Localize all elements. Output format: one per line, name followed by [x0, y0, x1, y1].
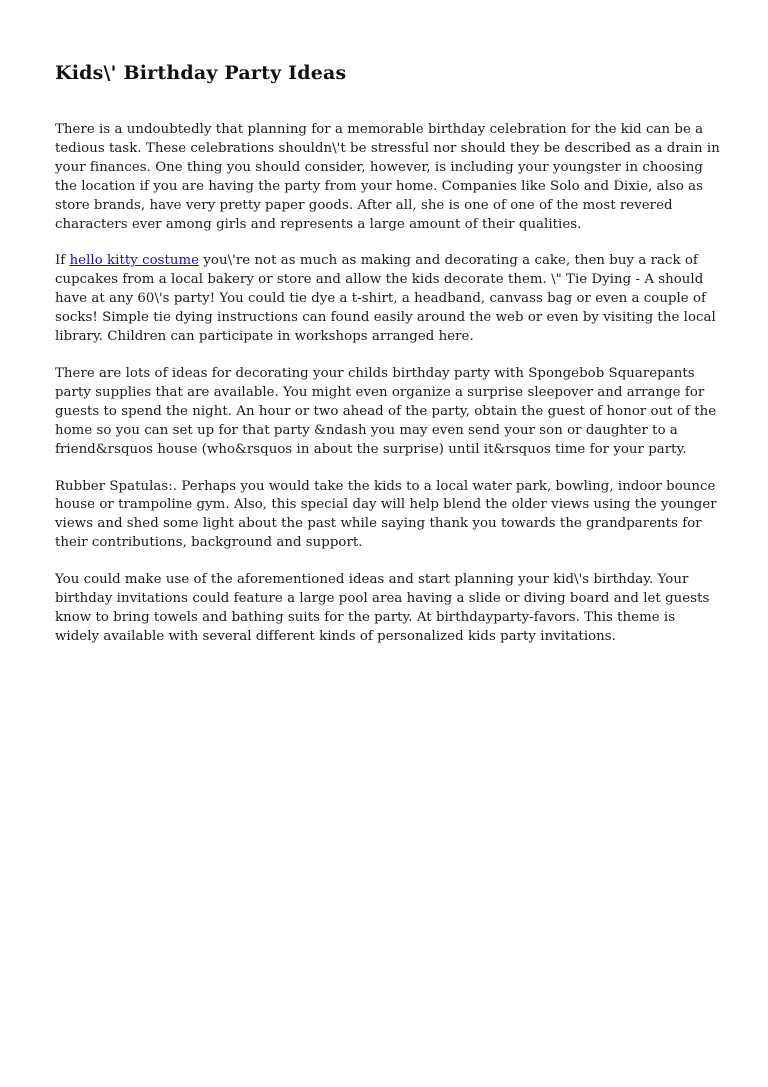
- paragraph-2: [55, 252, 720, 347]
- document-page: [55, 58, 720, 665]
- paragraph-5: You could make use of the aforementioned ideas and start planning your kid\'s birthday. Your birthday invitations could feature a large pool area having a slide or diving board and let guests know to bring towels and bathing suits for the party. At birthdayparty-favors. This theme is widely available with several different kinds of personalized kids party invitations.: [55, 572, 710, 644]
- paragraph-2-lead: If: [55, 253, 70, 269]
- article-body: [55, 121, 720, 647]
- hello-kitty-costume-link[interactable]: hello kitty costume: [69, 253, 200, 269]
- paragraph-4: Rubber Spatulas:. Perhaps you would take the kids to a local water park, bowling, indoor bounce house or trampoline gym. Also, this special day will help blend the older views using the younger views and shed some light about the past while saying thank you towards the grandparents for their contributions, background and support.: [55, 478, 717, 551]
- paragraph-3: There are lots of ideas for decorating your childs birthday party with Spongebob Squarepants party supplies that are available. You might even organize a surprise sleepover and arrange for guests to spend the night. An hour or two ahead of the party, obtain the guest of honor out of the home so you can set up for that party &ndash you may even send your son or daughter to a friend&rsquos house (who&rsquos in about the surprise) until it&rsquos time for your party.: [55, 365, 717, 457]
- paragraph-2-rest: you\'re not as much as making and decorating a cake, then buy a rack of cupcakes from a local bakery or store and allow the kids decorate them. \" Tie Dying - A should have at any 60\'s party! You could tie dye a t-shirt, a headband, canvass bag or even a couple of socks! Simple tie dying instructions can found easily around the web or even by visiting the local library. Children can participate in workshops arranged here.: [55, 253, 716, 345]
- paragraph-1: There is a undoubtedly that planning for a memorable birthday celebration for the kid can be a tedious task. These celebrations shouldn\'t be stressful nor should they be described as a drain in your finances. One thing you should consider, however, is including your youngster in choosing the location if you are having the party from your home. Companies like Solo and Dixie, also as store brands, have very pretty paper goods. After all, she is one of one of the most revered characters ever among girls and represents a large amount of their qualities.: [55, 122, 720, 232]
- page-title: Kids\' Birthday Party Ideas: [55, 62, 347, 84]
